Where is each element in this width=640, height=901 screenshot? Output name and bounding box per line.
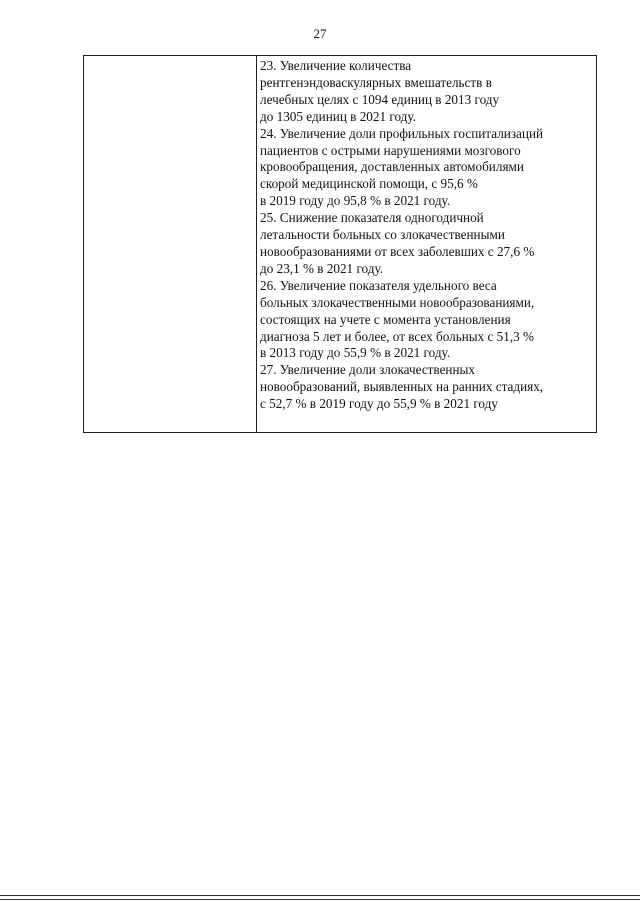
- indicator-line: диагноза 5 лет и более, от всех больных с 51,3 %: [260, 328, 535, 344]
- indicator-line: 24. Увеличение доли профильных госпитализаций: [260, 125, 544, 141]
- indicator-line: с 52,7 % в 2019 году до 55,9 % в 2021 году: [260, 396, 498, 412]
- indicator-line: новообразований, выявленных на ранних стадиях,: [260, 379, 544, 395]
- indicator-item-27: [260, 362, 596, 413]
- indicator-item-24: [260, 126, 596, 211]
- table-left-cell: [84, 56, 257, 432]
- indicator-item-25: [260, 210, 596, 278]
- page-number: 27: [313, 26, 327, 41]
- indicators-table: [83, 55, 597, 433]
- indicator-line: 27. Увеличение доли злокачественных: [260, 362, 476, 378]
- indicator-line: пациентов с острыми нарушениями мозгового: [260, 142, 521, 158]
- indicator-line: в 2013 году до 55,9 % в 2021 году.: [260, 345, 451, 361]
- indicator-line: лечебных целях с 1094 единиц в 2013 году: [260, 91, 500, 107]
- table-right-cell: [257, 56, 596, 432]
- indicator-line: в 2019 году до 95,8 % в 2021 году.: [260, 193, 451, 209]
- indicator-line: больных злокачественными новообразованиями,: [260, 294, 535, 310]
- bottom-divider: [0, 899, 640, 900]
- indicator-line: рентгенэндоваскулярных вмешательств в: [260, 74, 492, 90]
- indicator-line: летальности больных со злокачественными: [260, 227, 505, 243]
- bottom-divider: [0, 895, 640, 896]
- indicator-line: 23. Увеличение количества: [260, 58, 412, 73]
- indicator-line: скорой медицинской помощи, с 95,6 %: [260, 176, 478, 192]
- indicator-item-23: [260, 58, 596, 126]
- indicator-line: состоящих на учете с момента установления: [260, 311, 511, 327]
- indicator-line: новообразованиями от всех заболевших с 27,6 %: [260, 243, 535, 259]
- indicator-item-26: [260, 278, 596, 363]
- indicator-line: 26. Увеличение показателя удельного веса: [260, 277, 497, 293]
- indicator-line: до 23,1 % в 2021 году.: [260, 260, 384, 276]
- indicator-line: 25. Снижение показателя одногодичной: [260, 210, 484, 226]
- indicator-line: до 1305 единиц в 2021 году.: [260, 108, 416, 124]
- indicator-line: кровообращения, доставленных автомобилями: [260, 159, 524, 175]
